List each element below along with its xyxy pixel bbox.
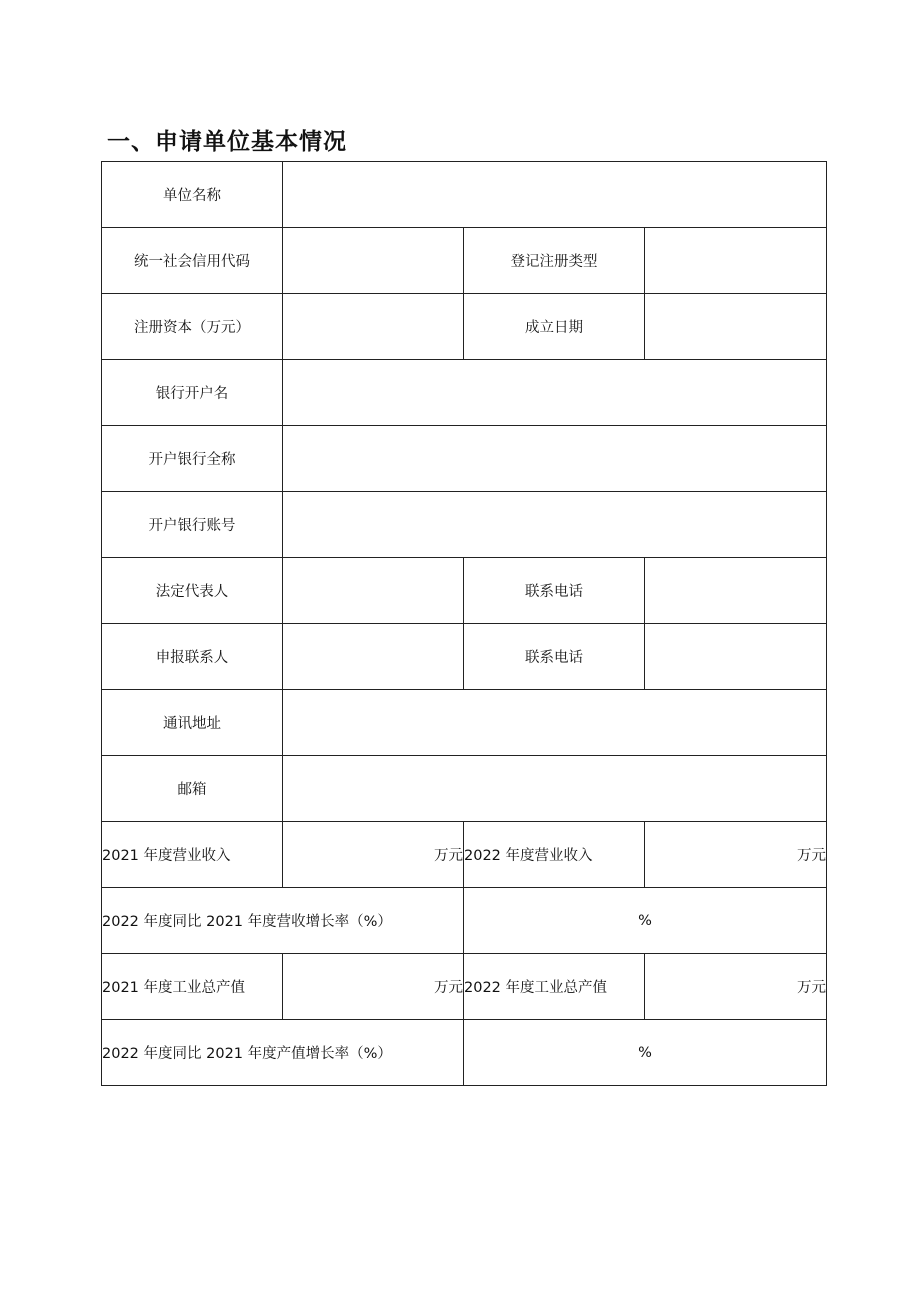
table-row xyxy=(102,888,827,954)
address-label: 通讯地址 xyxy=(102,690,283,756)
bank-full-name-label: 开户银行全称 xyxy=(102,426,283,492)
revenue-growth-label: 2022 年度同比 2021 年度营收增长率（%） xyxy=(102,888,464,954)
bank-account-name-field[interactable] xyxy=(283,360,827,426)
table-row xyxy=(102,426,827,492)
reg-type-field[interactable] xyxy=(645,228,827,294)
contact-phone-field[interactable] xyxy=(645,558,827,624)
reg-capital-label: 注册资本（万元） xyxy=(102,294,283,360)
applicant-contact-field[interactable] xyxy=(283,624,464,690)
unit-name-field[interactable] xyxy=(283,162,827,228)
reg-capital-field[interactable] xyxy=(283,294,464,360)
contact-phone-label: 联系电话 xyxy=(464,558,645,624)
table-row xyxy=(102,954,827,1020)
output-growth-label: 2022 年度同比 2021 年度产值增长率（%） xyxy=(102,1020,464,1086)
revenue-2022-label: 2022 年度营业收入 xyxy=(464,822,645,888)
table-row xyxy=(102,756,827,822)
contact-phone-field[interactable] xyxy=(645,624,827,690)
email-field[interactable] xyxy=(283,756,827,822)
revenue-2021-field[interactable]: 万元 xyxy=(283,822,464,888)
output-2022-field[interactable]: 万元 xyxy=(645,954,827,1020)
table-row xyxy=(102,690,827,756)
table-row xyxy=(102,624,827,690)
contact-phone-label: 联系电话 xyxy=(464,624,645,690)
table-row xyxy=(102,360,827,426)
revenue-growth-field[interactable]: % xyxy=(464,888,827,954)
applicant-contact-label: 申报联系人 xyxy=(102,624,283,690)
address-field[interactable] xyxy=(283,690,827,756)
table-row xyxy=(102,822,827,888)
table-row xyxy=(102,294,827,360)
table-row xyxy=(102,228,827,294)
output-2021-field[interactable]: 万元 xyxy=(283,954,464,1020)
founded-date-field[interactable] xyxy=(645,294,827,360)
table-row xyxy=(102,558,827,624)
email-label: 邮箱 xyxy=(102,756,283,822)
revenue-2021-label: 2021 年度营业收入 xyxy=(102,822,283,888)
basic-info-table xyxy=(101,161,827,1086)
bank-account-no-label: 开户银行账号 xyxy=(102,492,283,558)
output-2021-label: 2021 年度工业总产值 xyxy=(102,954,283,1020)
founded-date-label: 成立日期 xyxy=(464,294,645,360)
output-2022-label: 2022 年度工业总产值 xyxy=(464,954,645,1020)
credit-code-label: 统一社会信用代码 xyxy=(102,228,283,294)
legal-rep-field[interactable] xyxy=(283,558,464,624)
credit-code-field[interactable] xyxy=(283,228,464,294)
revenue-2022-field[interactable]: 万元 xyxy=(645,822,827,888)
output-growth-field[interactable]: % xyxy=(464,1020,827,1086)
bank-full-name-field[interactable] xyxy=(283,426,827,492)
reg-type-label: 登记注册类型 xyxy=(464,228,645,294)
bank-account-name-label: 银行开户名 xyxy=(102,360,283,426)
section-title: 一、申请单位基本情况 xyxy=(107,129,347,155)
table-row xyxy=(102,492,827,558)
bank-account-no-field[interactable] xyxy=(283,492,827,558)
legal-rep-label: 法定代表人 xyxy=(102,558,283,624)
unit-name-label: 单位名称 xyxy=(102,162,283,228)
table-row xyxy=(102,162,827,228)
table-row xyxy=(102,1020,827,1086)
